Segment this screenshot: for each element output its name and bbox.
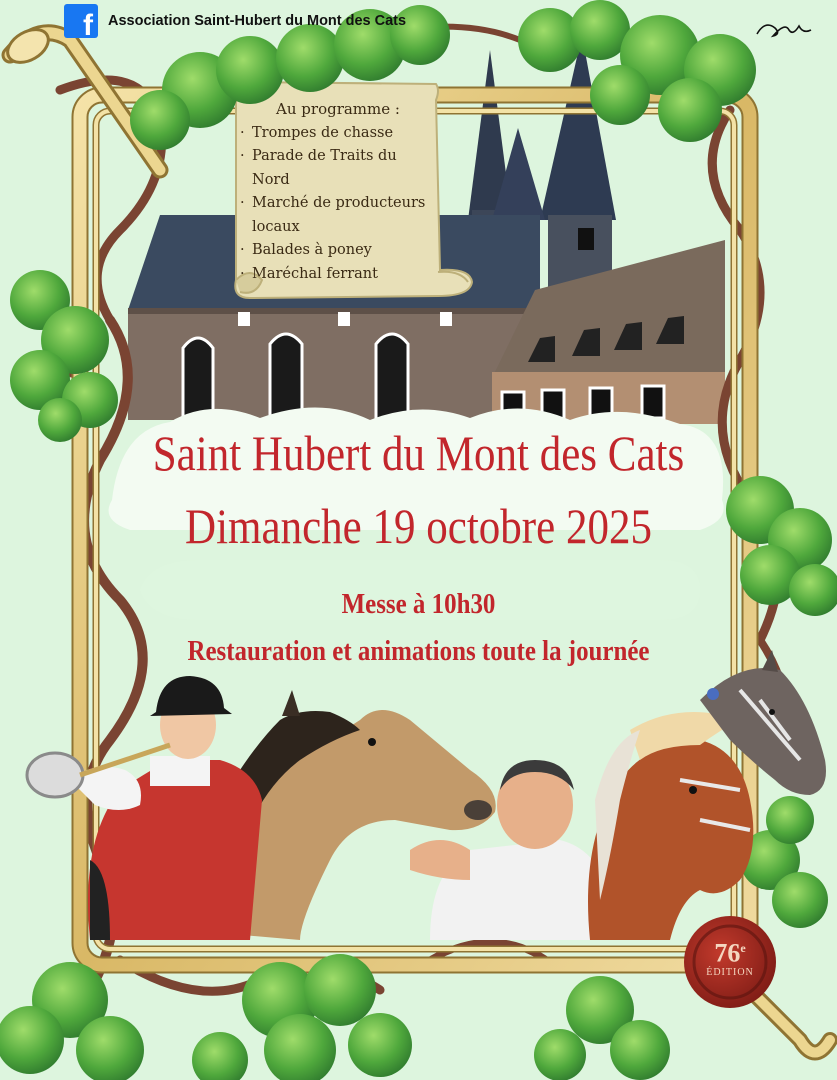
event-mass-time: Messe à 10h30 bbox=[341, 588, 496, 620]
programme-item: · Balades à poney bbox=[240, 239, 436, 263]
programme-item: · Trompes de chasse bbox=[240, 122, 436, 146]
event-title: Saint Hubert du Mont des Cats bbox=[152, 425, 685, 481]
edition-suffix: e bbox=[740, 941, 746, 955]
programme-list bbox=[240, 96, 436, 286]
facebook-page-name: Association Saint-Hubert du Mont des Cats bbox=[108, 13, 407, 29]
event-date: Dimanche 19 octobre 2025 bbox=[185, 498, 652, 554]
facebook-icon[interactable]: f bbox=[64, 4, 98, 38]
event-activities: Restauration et animations toute la journée bbox=[187, 635, 650, 667]
edition-label: ÉDITION bbox=[706, 966, 754, 978]
programme-item: · Marché de producteurs locaux bbox=[240, 192, 436, 239]
edition-seal-text bbox=[693, 935, 767, 978]
facebook-header bbox=[64, 4, 407, 42]
edition-number: 76 bbox=[714, 938, 741, 968]
programme-item: · Maréchal ferrant bbox=[240, 263, 436, 287]
artist-signature-icon bbox=[755, 16, 815, 42]
programme-title: Au programme : bbox=[276, 100, 400, 118]
programme-item: · Parade de Traits du Nord bbox=[240, 145, 436, 192]
